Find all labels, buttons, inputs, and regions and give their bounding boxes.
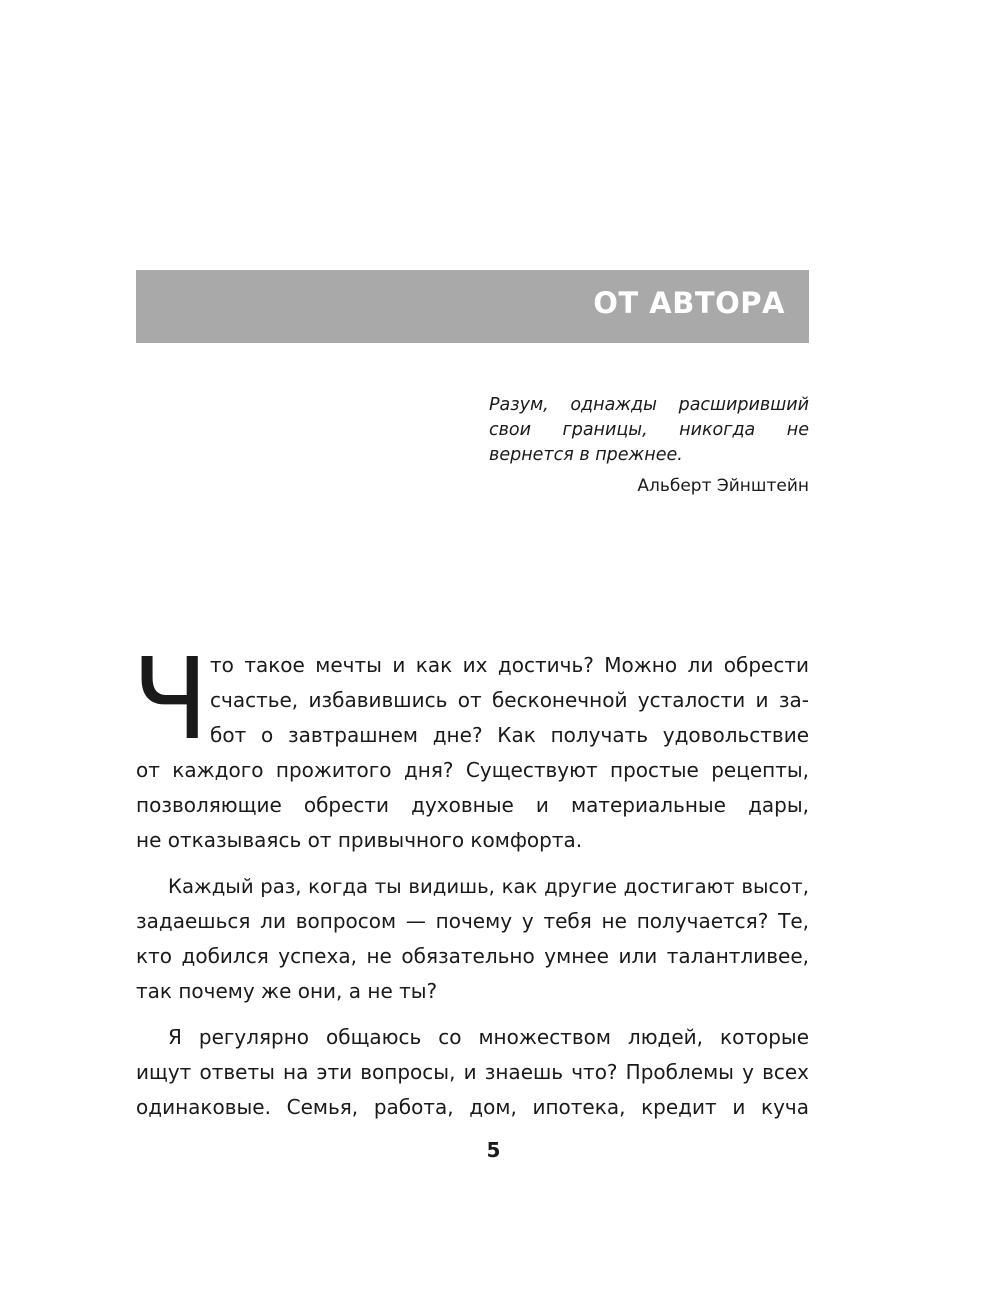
epigraph-quote xyxy=(489,393,809,468)
epigraph-line: свои границы, никогда не вернется xyxy=(489,420,809,465)
text-line: Я регулярно общаюсь со множеством людей, которые xyxy=(168,1025,809,1049)
text-line: ищут ответы на эти вопросы, и знаешь что? Проблемы у всех xyxy=(136,1060,809,1084)
paragraph-2 xyxy=(136,869,809,1009)
text-line: от каждого прожитого дня? Существуют простые рецепты, xyxy=(136,758,809,782)
text-line: позволяющие обрести духовные и материальные дары, xyxy=(136,793,809,817)
paragraph-1 xyxy=(132,635,809,858)
drop-cap: Ч xyxy=(132,635,209,765)
text-line: так почему же они, а не ты? xyxy=(136,979,438,1003)
paragraph-3 xyxy=(136,1020,809,1125)
text-line: задаешься ли вопросом — почему у тебя не получается? Те, xyxy=(136,909,809,933)
epigraph-line: в прежнее. xyxy=(579,445,683,465)
page-number: 5 xyxy=(486,1138,501,1162)
text-line: одинаковые. Семья, работа, дом, ипотека, кредит и куча xyxy=(136,1095,809,1119)
text-line: счастье, избавившись от бесконечной усталости и за- xyxy=(210,688,809,712)
text-line: кто добился успеха, не обязательно умнее или талантливее, xyxy=(136,944,809,968)
epigraph-line: Разум, однажды расширивший xyxy=(489,395,809,415)
text-line: не отказываясь от привычного комфорта. xyxy=(136,828,583,852)
body-text xyxy=(132,635,809,1125)
chapter-banner xyxy=(136,270,809,343)
chapter-title: ОТ АВТОРА xyxy=(593,286,785,320)
epigraph-author: Альберт Эйнштейн xyxy=(637,476,809,496)
epigraph xyxy=(489,393,809,499)
text-line: Каждый раз, когда ты видишь, как другие достигают высот, xyxy=(168,875,809,898)
text-line: бот о завтрашнем дне? Как получать удовольствие xyxy=(210,723,809,747)
text-line: то такое мечты и как их достичь? Можно ли обрести xyxy=(210,653,809,677)
